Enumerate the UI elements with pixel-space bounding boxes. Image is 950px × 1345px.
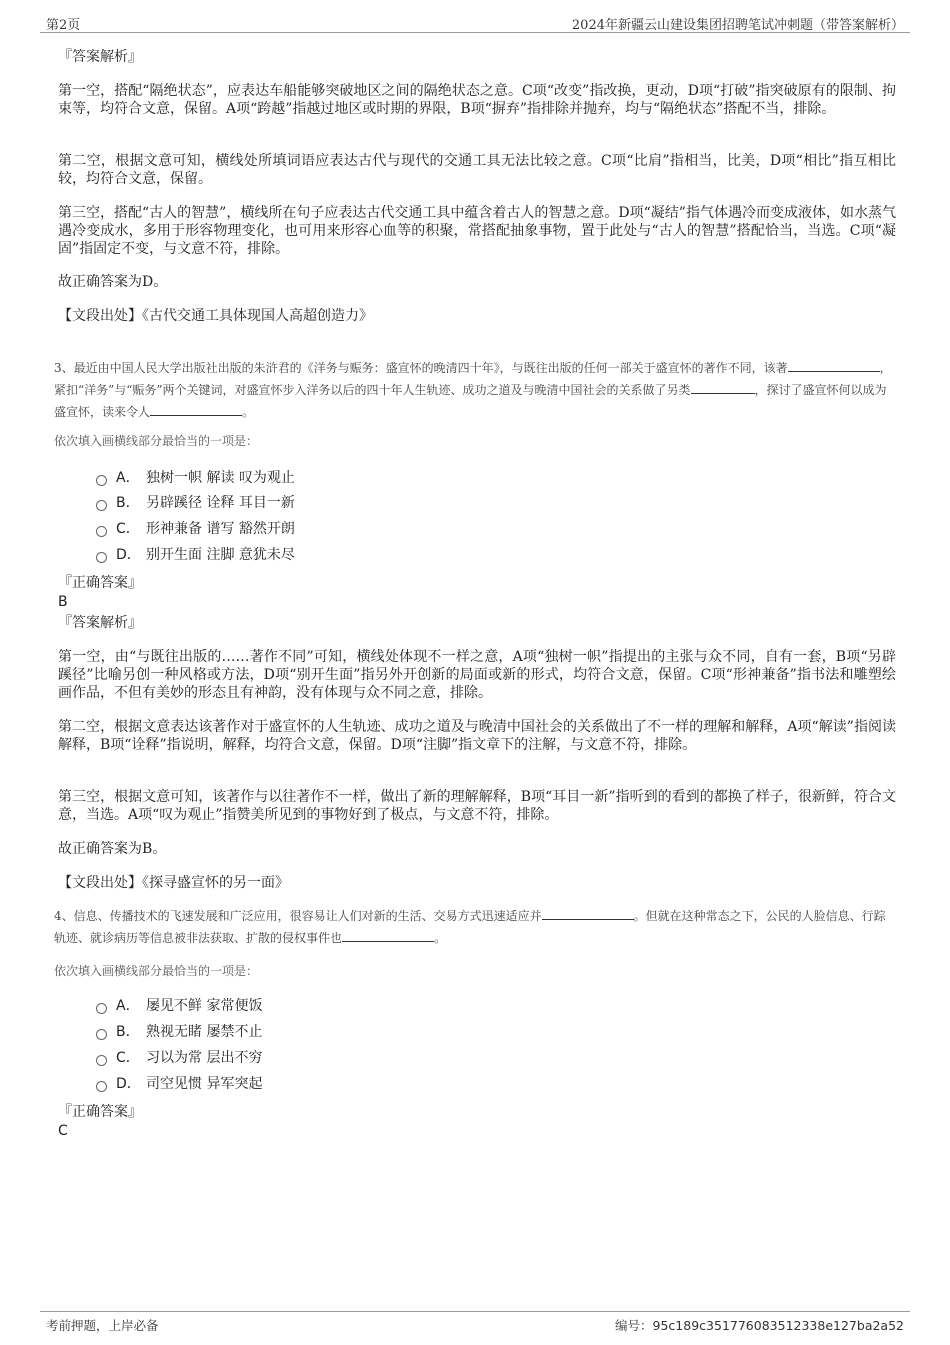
q3-blank-2 xyxy=(691,381,755,394)
radio-icon[interactable] xyxy=(96,526,107,537)
option-label: B． xyxy=(116,495,140,511)
document-title: 2024年新疆云山建设集团招聘笔试冲刺题（带答案解析） xyxy=(571,18,904,33)
q3-analysis-heading: 『答案解析』 xyxy=(58,615,142,631)
q4-stem xyxy=(54,905,896,949)
q2-analysis-p1: 第一空，搭配“隔绝状态”，应表达车船能够突破地区之间的隔绝状态之意。C项“改变”指改换，更动，D项“打破”指突破原有的限制、拘束等，均符合文意，保留。A项“跨越”指越过地区或时期的界限，B项“摒弃”指排除并抛弃，均与“隔绝状态”搭配不当，排除。 xyxy=(58,83,896,117)
q3-option-d[interactable] xyxy=(96,546,295,564)
option-label: D． xyxy=(116,1076,141,1092)
radio-icon[interactable] xyxy=(96,1029,107,1040)
page-number: 第2页 xyxy=(46,18,81,33)
q2-conclusion: 故正确答案为D。 xyxy=(58,274,168,290)
option-label: D． xyxy=(116,547,141,563)
option-text: 别开生面 注脚 意犹未尽 xyxy=(146,547,295,563)
page-header xyxy=(40,10,910,33)
option-label: C． xyxy=(116,521,140,537)
q3-option-a[interactable] xyxy=(96,469,295,487)
q4-stem-part-b: 。但就在这种常态之下，公民的人脸信息、行踪轨迹、就诊病历等信息被非法获取、扩散的侵权事件也 xyxy=(54,909,886,945)
q4-blank-1 xyxy=(542,907,634,920)
q3-conclusion: 故正确答案为B。 xyxy=(58,841,167,857)
q2-analysis-p3: 第三空，搭配“古人的智慧”，横线所在句子应表达古代交通工具中蕴含着古人的智慧之意。D项“凝结”指气体遇冷而变成液体，如水蒸气遇冷变成水，多用于形容物理变化，也可用来形容心血等的积聚，常搭配抽象事物，置于此处与“古人的智慧”搭配恰当，当选。C项“凝固”指固定不变，与文意不符，排除。 xyxy=(58,205,896,257)
q3-answer: B xyxy=(58,594,68,610)
q3-answer-heading: 『正确答案』 xyxy=(58,575,142,591)
q3-stem-part-a: 3、最近由中国人民大学出版社出版的朱浒君的《洋务与赈务：盛宣怀的晚清四十年》，与既往出版的任何一部关于盛宣怀的著作不同，该著 xyxy=(54,361,788,375)
q3-analysis-p1: 第一空，由“与既往出版的……著作不同”可知，横线处体现不一样之意，A项“独树一帜”指提出的主张与众不同，自有一套，B项“另辟蹊径”比喻另创一种风格或方法，D项“别开生面”指另外开创新的局面或新的形式，均符合文意，保留。C项“形神兼备”指书法和雕塑绘画作品，不但有美妙的形态且有神韵，没有体现与众不同之意，排除。 xyxy=(58,649,896,701)
q3-stem-part-b: ，紧扣“洋务”与“赈务”两个关键词，对盛宣怀步入洋务以后的四十年人生轨迹、成功之道及与晚清中国社会的关系做了另类 xyxy=(54,361,892,397)
q4-stem-part-a: 4、信息、传播技术的飞速发展和广泛应用，很容易让人们对新的生活、交易方式迅速适应并 xyxy=(54,909,542,923)
radio-icon[interactable] xyxy=(96,475,107,486)
q3-blank-3 xyxy=(150,403,242,416)
option-text: 另辟蹊径 诠释 耳目一新 xyxy=(146,495,295,511)
option-text: 独树一帜 解读 叹为观止 xyxy=(146,470,295,486)
q2-analysis-heading: 『答案解析』 xyxy=(58,49,142,65)
page-footer xyxy=(40,1311,910,1336)
footer-slogan: 考前押题，上岸必备 xyxy=(46,1318,159,1333)
q3-stem-part-c: ，探讨了盛宣怀何以成为盛宣怀，读来令人 xyxy=(54,383,887,419)
q3-analysis-p3: 第三空，根据文意可知，该著作与以往著作不一样，做出了新的理解解释，B项“耳目一新”指听到的看到的都换了样子，很新鲜，符合文意，当选。A项“叹为观止”指赞美所见到的事物好到了极点，与文意不符，排除。 xyxy=(58,789,896,823)
q3-analysis-p2: 第二空，根据文意表达该著作对于盛宣怀的人生轨迹、成功之道及与晚清中国社会的关系做出了不一样的理解和解释，A项“解读”指阅读解释，B项“诠释”指说明，解释，均符合文意，保留。D项“注脚”指文章下的注解，与文意不符，排除。 xyxy=(58,719,896,753)
q3-blank-1 xyxy=(788,359,880,372)
option-label: B． xyxy=(116,1024,140,1040)
option-text: 司空见惯 异军突起 xyxy=(146,1076,263,1092)
radio-icon[interactable] xyxy=(96,500,107,511)
q3-source: 【文段出处】《探寻盛宣怀的另一面》 xyxy=(58,875,289,891)
q3-stem xyxy=(54,357,896,423)
radio-icon[interactable] xyxy=(96,1055,107,1066)
q3-option-b[interactable] xyxy=(96,494,295,512)
q4-answer: C xyxy=(58,1123,68,1139)
option-text: 习以为常 层出不穷 xyxy=(146,1050,263,1066)
q2-analysis-p2: 第二空，根据文意可知，横线处所填词语应表达古代与现代的交通工具无法比较之意。C项“比肩”指相当，比美，D项“相比”指互相比较，均符合文意，保留。 xyxy=(58,153,896,187)
q3-stem-end: 。 xyxy=(242,405,255,419)
q4-option-d[interactable] xyxy=(96,1075,262,1093)
option-text: 熟视无睹 屡禁不止 xyxy=(146,1024,263,1040)
q3-prompt: 依次填入画横线部分最恰当的一项是： xyxy=(54,434,259,448)
q4-stem-end: 。 xyxy=(434,931,447,945)
option-label: A． xyxy=(116,998,140,1014)
radio-icon[interactable] xyxy=(96,1081,107,1092)
q4-blank-2 xyxy=(342,929,434,942)
q4-option-b[interactable] xyxy=(96,1023,262,1041)
q4-option-a[interactable] xyxy=(96,997,262,1015)
option-text: 屡见不鲜 家常便饭 xyxy=(146,998,263,1014)
option-label: C． xyxy=(116,1050,140,1066)
q4-prompt: 依次填入画横线部分最恰当的一项是： xyxy=(54,964,259,978)
radio-icon[interactable] xyxy=(96,552,107,563)
q3-option-c[interactable] xyxy=(96,520,295,538)
q4-option-c[interactable] xyxy=(96,1049,262,1067)
q4-answer-heading: 『正确答案』 xyxy=(58,1104,142,1120)
option-text: 形神兼备 谱写 豁然开朗 xyxy=(146,521,295,537)
option-label: A． xyxy=(116,470,140,486)
document-code: 编号：95c189c351776083512338e127ba2a52 xyxy=(615,1318,904,1333)
q2-source: 【文段出处】《古代交通工具体现国人高超创造力》 xyxy=(58,308,373,324)
radio-icon[interactable] xyxy=(96,1003,107,1014)
